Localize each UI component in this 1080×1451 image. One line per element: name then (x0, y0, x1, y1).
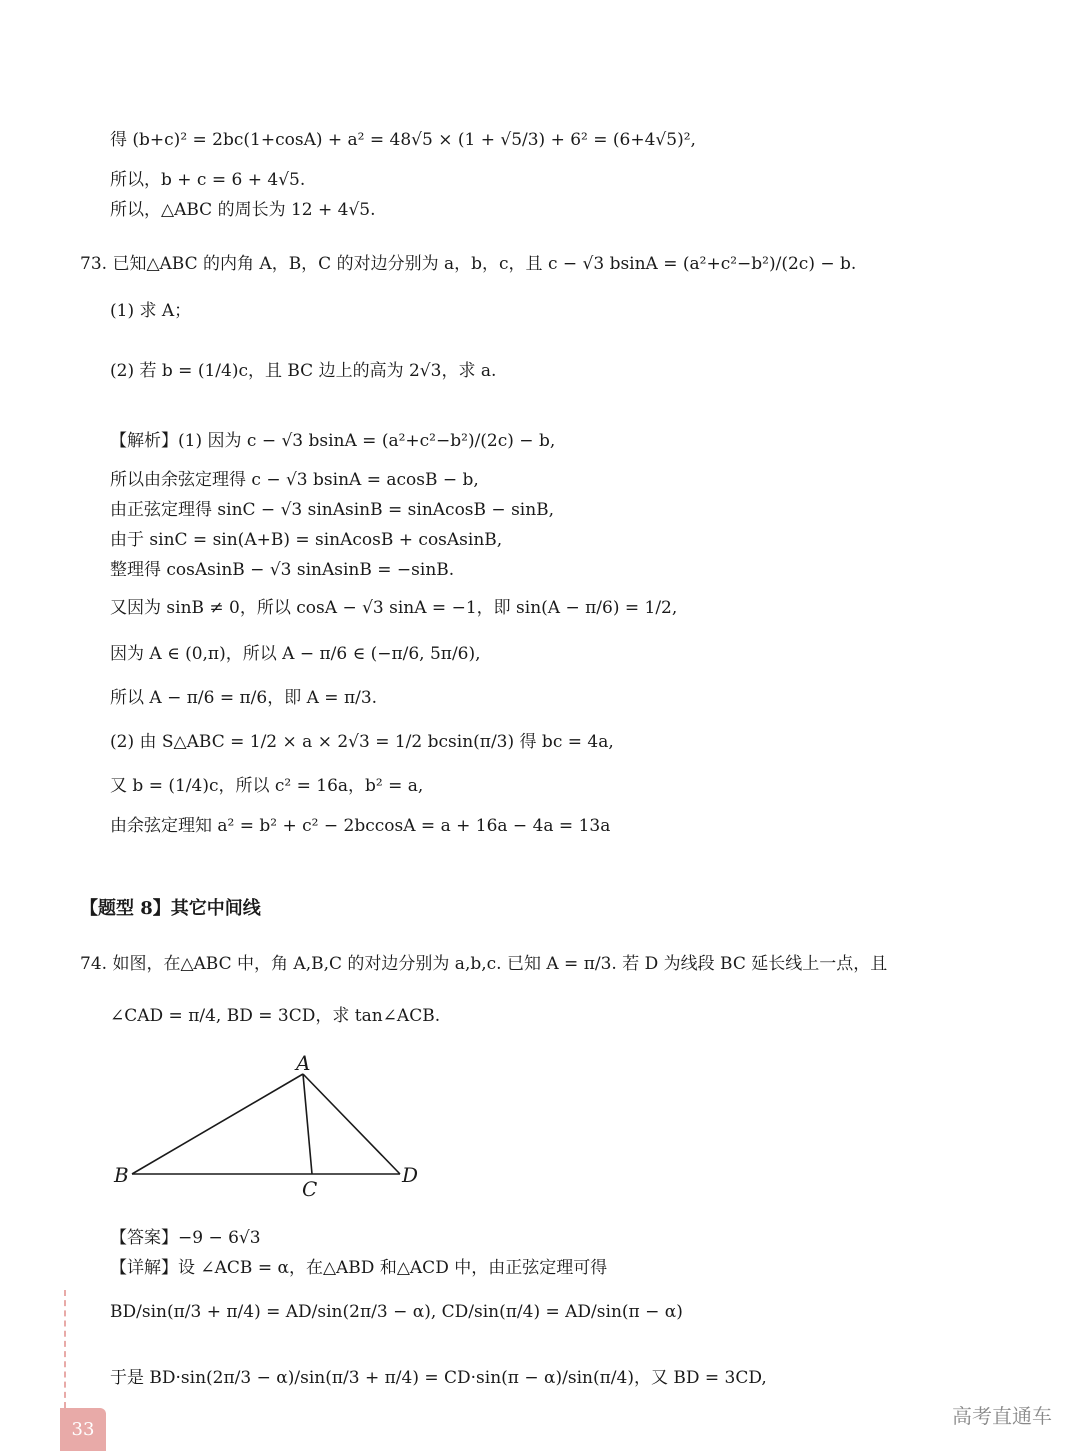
solution-line-11: 由余弦定理知 a² = b² + c² − 2bccosA = a + 16a − 4a = 13a (110, 816, 611, 836)
text-line-2: 所以，b + c = 6 + 4√5. (110, 170, 306, 190)
page-number: 33 (60, 1408, 106, 1451)
label-a: A (296, 1052, 311, 1075)
label-b: B (114, 1163, 129, 1187)
solution-line-7: 因为 A ∈ (0,π)，所以 A − π/6 ∈ (−π/6, 5π/6), (110, 644, 481, 664)
solution-line-3: 由正弦定理得 sinC − √3 sinAsinB = sinAcosB − sinB, (110, 500, 555, 520)
solution-line-4: 由于 sinC = sin(A+B) = sinAcosB + cosAsinB, (110, 530, 503, 550)
detail-line-1: 【详解】设 ∠ACB = α，在△ABD 和△ACD 中，由正弦定理可得 (110, 1258, 608, 1278)
segment-ba (132, 1074, 303, 1174)
question-74: 74. 如图，在△ABC 中，角 A,B,C 的对边分别为 a,b,c. 已知 A = π/3. 若 D 为线段 BC 延长线上一点，且 (80, 954, 888, 974)
text-line-1: 得 (b+c)² = 2bc(1+cosA) + a² = 48√5 × (1 + √5/3) + 6² = (6+4√5)², (110, 130, 696, 150)
solution-line-6: 又因为 sinB ≠ 0，所以 cosA − √3 sinA = −1，即 sin(A − π/6) = 1/2, (110, 598, 678, 618)
question-73: 73. 已知△ABC 的内角 A，B，C 的对边分别为 a，b，c，且 c − √3 bsinA = (a²+c²−b²)/(2c) − b. (80, 254, 857, 274)
solution-line-1: 【解析】(1) 因为 c − √3 bsinA = (a²+c²−b²)/(2c) − b, (110, 431, 556, 451)
solution-line-5: 整理得 cosAsinB − √3 sinAsinB = −sinB. (110, 560, 455, 580)
detail-line-2: BD/sin(π/3 + π/4) = AD/sin(2π/3 − α), CD/sin(π/4) = AD/sin(π − α) (110, 1302, 683, 1322)
margin-dashed-rule (64, 1290, 66, 1408)
label-d: D (402, 1163, 419, 1187)
solution-line-9: (2) 由 S△ABC = 1/2 × a × 2√3 = 1/2 bcsin(π/3) 得 bc = 4a, (110, 732, 614, 752)
solution-line-2: 所以由余弦定理得 c − √3 bsinA = acosB − b, (110, 470, 479, 490)
segment-ad (303, 1074, 400, 1174)
detail-line-3: 于是 BD·sin(2π/3 − α)/sin(π/3 + π/4) = CD·sin(π − α)/sin(π/4)，又 BD = 3CD, (110, 1368, 767, 1388)
section-heading: 【题型 8】其它中间线 (80, 898, 261, 919)
watermark-text: 高考直通车 (952, 1404, 1052, 1428)
solution-line-8: 所以 A − π/6 = π/6，即 A = π/3. (110, 688, 378, 708)
solution-line-10: 又 b = (1/4)c，所以 c² = 16a，b² = a, (110, 776, 424, 796)
triangle-figure (110, 1052, 430, 1202)
question-73-part-2: (2) 若 b = (1/4)c，且 BC 边上的高为 2√3，求 a. (110, 361, 497, 381)
question-73-part-1: (1) 求 A； (110, 301, 192, 321)
label-c: C (302, 1177, 318, 1201)
question-74-line-2: ∠CAD = π/4, BD = 3CD，求 tan∠ACB. (110, 1006, 441, 1026)
answer-line: 【答案】−9 − 6√3 (110, 1228, 261, 1248)
segment-ac (303, 1074, 312, 1174)
text-line-3: 所以，△ABC 的周长为 12 + 4√5. (110, 200, 376, 220)
